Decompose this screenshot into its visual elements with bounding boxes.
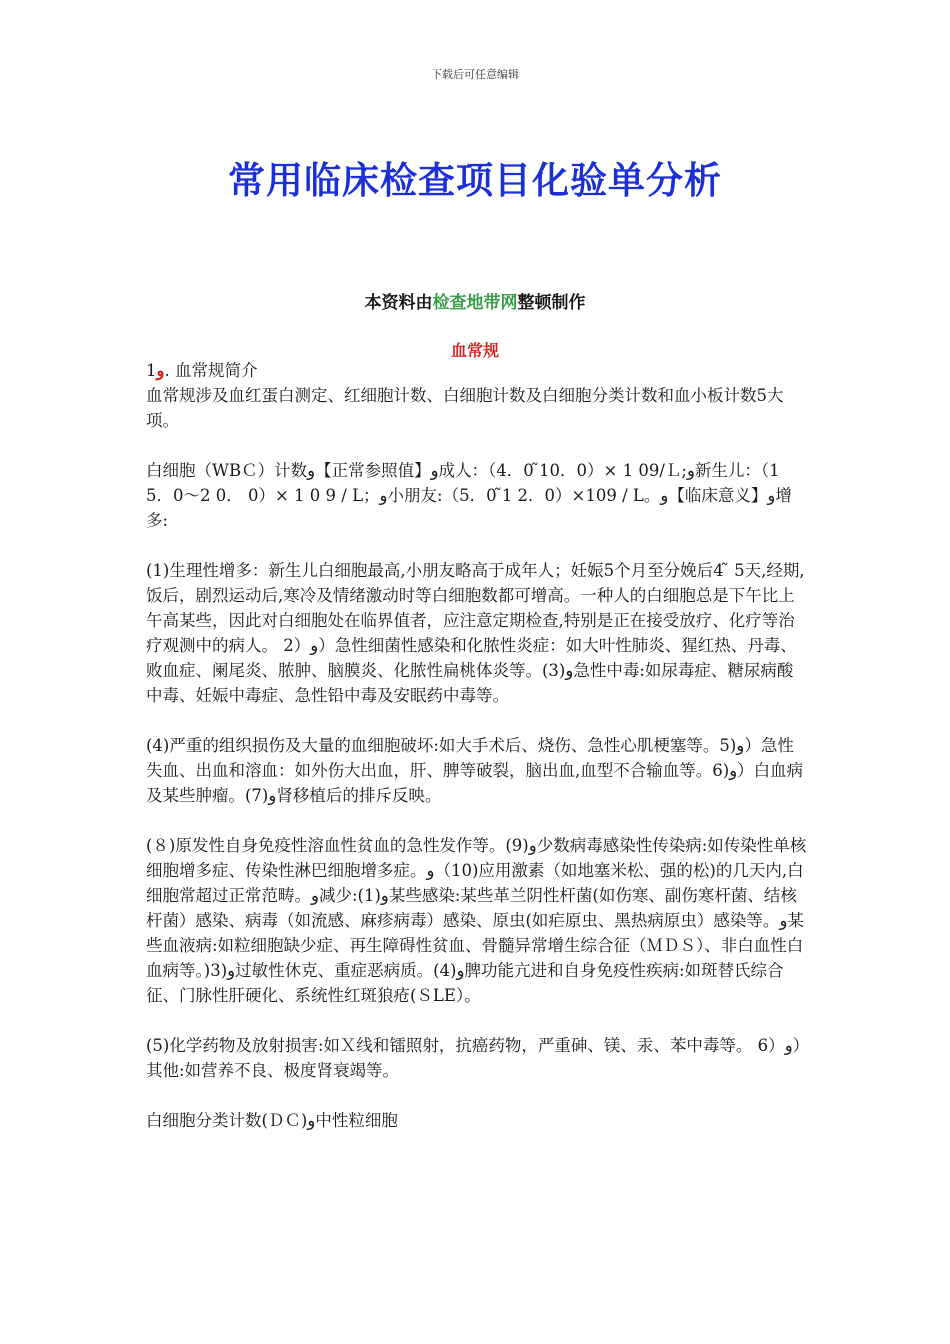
section-title: 血常规 [450, 341, 499, 360]
document-body [146, 358, 808, 1158]
credit-prefix: 本资料由 [364, 293, 433, 313]
paragraph-wbc-reference: 白细胞（WBＣ）计数و【正常参照值】و成人：（4．0 ̃10．0）× 1 09/Ｌ;و新生儿：（1 5．0～2 0． 0）× 1 0 9 / L；و小朋友:（5．0 ̃1 2．0）×109 / L。و【临床意义】و增多: [146, 461, 792, 530]
page-title: 常用临床检查项目化验单分析 [228, 159, 722, 202]
intro-number: 1 [146, 361, 157, 380]
credit-suffix: 整顿制作 [517, 293, 586, 313]
paragraph-increase-2: (4)严重的组织损伤及大量的血细胞破坏:如大手术后、烧伤、急性心肌梗塞等。5)و）急性失血、出血和溶血：如外伤大出血，肝、脾等破裂，脑出血,血型不合输血等。6)و）白血病及某些肿瘤。(7)و肾移植后的排斥反映。 [146, 736, 804, 805]
intro-heading-text: . 血常规简介 [164, 361, 258, 380]
credit-site-link[interactable]: 检查地带网 [432, 293, 518, 313]
paragraph-overview: 血常规涉及血红蛋白测定、红细胞计数、白细胞计数及白细胞分类计数和血小板计数5大项。 [146, 386, 784, 430]
header-note: 下载后可任意编辑 [431, 68, 519, 81]
paragraph-decrease: (5)化学药物及放射损害:如Ｘ线和镭照射，抗癌药物，严重砷、镁、汞、苯中毒等。 6）و）其他:如营养不良、极度肾衰竭等。 [146, 1036, 801, 1080]
intro-marker: و [156, 361, 165, 380]
intro-heading [146, 358, 808, 383]
paragraph-dc: 白细胞分类计数(ＤＣ)و中性粒细胞 [146, 1111, 398, 1130]
paragraph-increase-1: (1)生理性增多：新生儿白细胞最高,小朋友略高于成年人；妊娠5个月至分娩后4 ̃ 5天,经期,饭后，剧烈运动后,寒冷及情绪激动时等白细胞数都可增高。一种人的白细胞总是下午比上午高某些，因此对白细胞处在临界值者，应注意定期检查,特别是正在接受放疗、化疗等治疗观测中的病人。 2）و）急性细菌性感染和化脓性炎症：如大叶性肺炎、猩红热、丹毒、败血症、阑尾炎、脓肿、脑膜炎、化脓性扁桃体炎等。(3)و急性中毒:如尿毒症、糖尿病酸中毒、妊娠中毒症、急性铅中毒及安眠药中毒等。 [146, 561, 805, 705]
paragraph-increase-3: (８)原发性自身免疫性溶血性贫血的急性发作等。(9)و少数病毒感染性传染病:如传染性单核细胞增多症、传染性淋巴细胞增多症。و（10)应用激素（如地塞米松、强的松)的几天内,白细胞常超过正常范畴。و减少:(1)و某些感染:某些革兰阴性杆菌(如伤寒、副伤寒杆菌、结核杆菌）感染、病毒（如流感、麻疹病毒）感染、原虫(如疟原虫、黑热病原虫）感染等。و某些血液病:如粒细胞缺少症、再生障碍性贫血、骨髓异常增生综合征（ＭＤＳ）、非白血性白血病等。)و(3过敏性休克、重症恶病质。(4)و脾功能亢进和自身免疫性疾病:如斑替氏综合征、门脉性肝硬化、系统性红斑狼疮(ＳLE）。 [146, 836, 807, 1005]
credit-line [0, 288, 950, 313]
